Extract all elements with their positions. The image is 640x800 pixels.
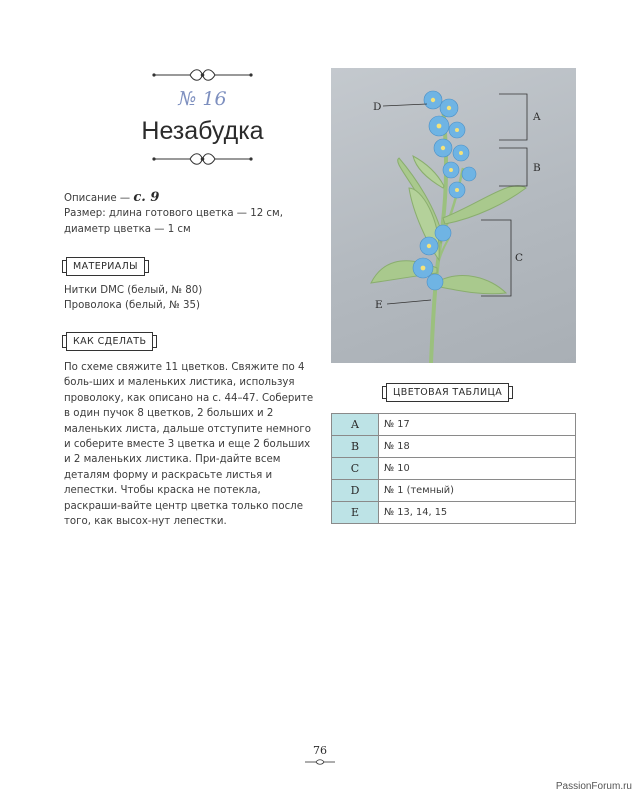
size-text: Размер: длина готового цветка — 12 см, диаметр цветка — 1 см [64,208,283,235]
description-label: Описание — [64,193,134,204]
color-value: № 13, 14, 15 [379,502,576,524]
pattern-number: № 16 [178,88,227,110]
callout-b: B [533,162,541,174]
table-row [332,480,576,502]
color-value: № 1 (темный) [379,480,576,502]
table-row [332,502,576,524]
color-value: № 17 [379,414,576,436]
watermark: PassionForum.ru [555,781,632,792]
materials-item: Проволока (белый, № 35) [64,300,200,312]
top-ornament [150,66,255,84]
materials-list [64,283,314,314]
color-key: E [332,502,379,524]
footer-ornament [305,759,335,765]
callout-e: E [375,299,383,311]
color-value: № 18 [379,436,576,458]
color-key: A [332,414,379,436]
description-line [64,190,324,206]
color-table [331,413,576,524]
callout-d: D [373,101,382,113]
callout-a: A [533,111,541,123]
description-page-ref: с. 9 [133,190,160,205]
table-row [332,458,576,480]
color-key: D [332,480,379,502]
howto-heading: КАК СДЕЛАТЬ [66,332,153,351]
materials-heading: МАТЕРИАЛЫ [66,257,145,276]
page-title: Незабудка [141,117,264,145]
title-ornament [150,150,255,168]
color-table-heading: ЦВЕТОВАЯ ТАБЛИЦА [386,383,509,402]
callout-c: C [515,252,524,264]
color-value: № 10 [379,458,576,480]
page-number: 76 [313,744,327,757]
howto-text: По схеме свяжите 11 цветков. Свяжите по 4 боль-ших и маленьких листика, используя проволоку, как описано на с. 44–47. Соберите в один пучок 8 цветков, 2 больших и 2 маленьких листа, дальше отступите немного и соберите вместе 3 цветка и еще 2 больших и 2 маленьких листика. При-дайте всем деталям форму и раскрасьте листья и лепестки. Чтобы краска не потекла, раскраши-вайте центр цветка только после того, как высох-нут лепестки. [64,362,314,528]
materials-item: Нитки DMC (белый, № 80) [64,285,203,296]
table-row [332,414,576,436]
description-block [64,190,324,237]
color-key: C [332,458,379,480]
color-key: B [332,436,379,458]
forget-me-not-photo [331,68,576,363]
table-row [332,436,576,458]
